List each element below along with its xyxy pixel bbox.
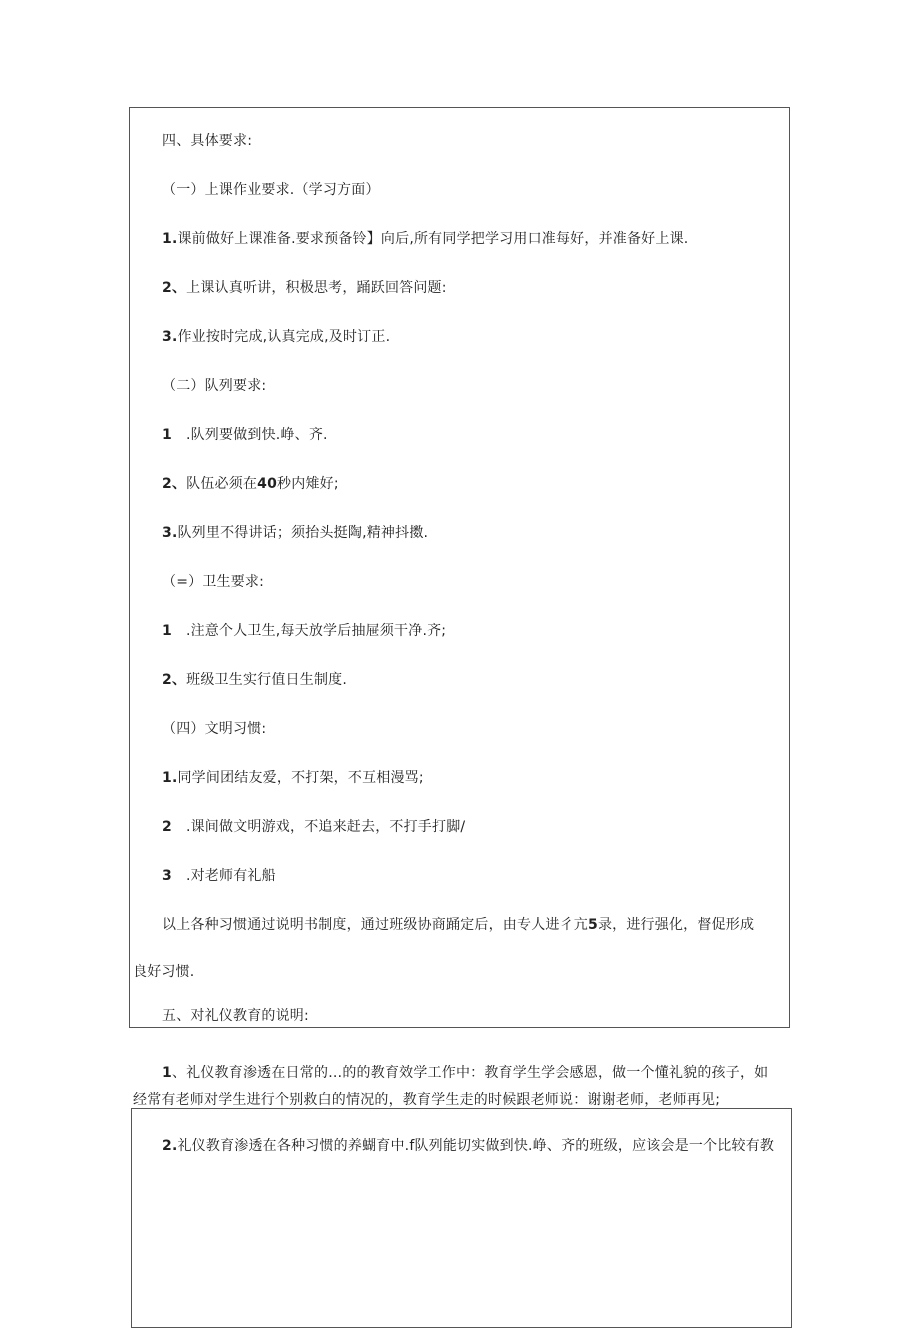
sub1-item-2: 2、上课认真听讲，积极思考，踊跃回答问题:	[162, 280, 447, 296]
sub1-item-1: 1.课前做好上课准备.要求预备铃】向后,所有同学把学习用口准每好，并准备好上课.	[162, 231, 689, 247]
sub1-title: （一）上课作业要求.（学习方面）	[162, 182, 380, 198]
section5-para2-line1: 2.礼仪教育渗透在各种习惯的养蝴育中.f队列能切实做到快.峥、齐的班级，应该会是一个比较有教	[162, 1138, 775, 1154]
summary-line-2: 良好习惯.	[133, 964, 195, 980]
summary-line-1: 以上各种习惯通过说明书制度，通过班级协商踊定后，由专人进彳亢5录，进行强化，督促形成	[162, 917, 755, 933]
sub4-item-3: 3 .对老师有礼船	[162, 868, 276, 884]
sub2-item-1: 1 .队列要做到快.峥、齐.	[162, 427, 328, 443]
sub2-item-3: 3.队列里不得讲话；须抬头挺陶,精神抖擞.	[162, 525, 429, 541]
sub2-title: （二）队列要求:	[162, 378, 267, 394]
sub2-item-2: 2、队伍必须在40秒内雉好;	[162, 476, 339, 492]
section5-para1-line1: 1、礼仪教育渗透在日常的…的的教育效学工作中：教育学生学会感恩，做一个懂礼貌的孩子，如	[162, 1065, 769, 1081]
sub4-item-2: 2 .课间做文明游戏，不追来赶去，不打手打脚/	[162, 819, 466, 835]
sub4-item-1: 1.同学间团结友爱，不打架，不互相漫骂;	[162, 770, 424, 786]
section5-para1-line2: 经常有老师对学生进行个别救白的情况的，教育学生走的时候跟老师说：谢谢老师，老师再见;	[133, 1092, 721, 1108]
section4-heading: 四、具体要求:	[162, 133, 253, 149]
sub3-item-1: 1 .注意个人卫生,每天放学后抽屉须干净.齐;	[162, 623, 447, 639]
sub3-item-2: 2、班级卫生实行值日生制度.	[162, 672, 348, 688]
section5-heading: 五、对礼仪教育的说明:	[162, 1008, 309, 1024]
sub1-item-3: 3.作业按时完成,认真完成,及时订正.	[162, 329, 391, 345]
sub4-title: （四）文明习惯:	[162, 721, 267, 737]
sub3-title: （=）卫生要求:	[162, 574, 265, 590]
